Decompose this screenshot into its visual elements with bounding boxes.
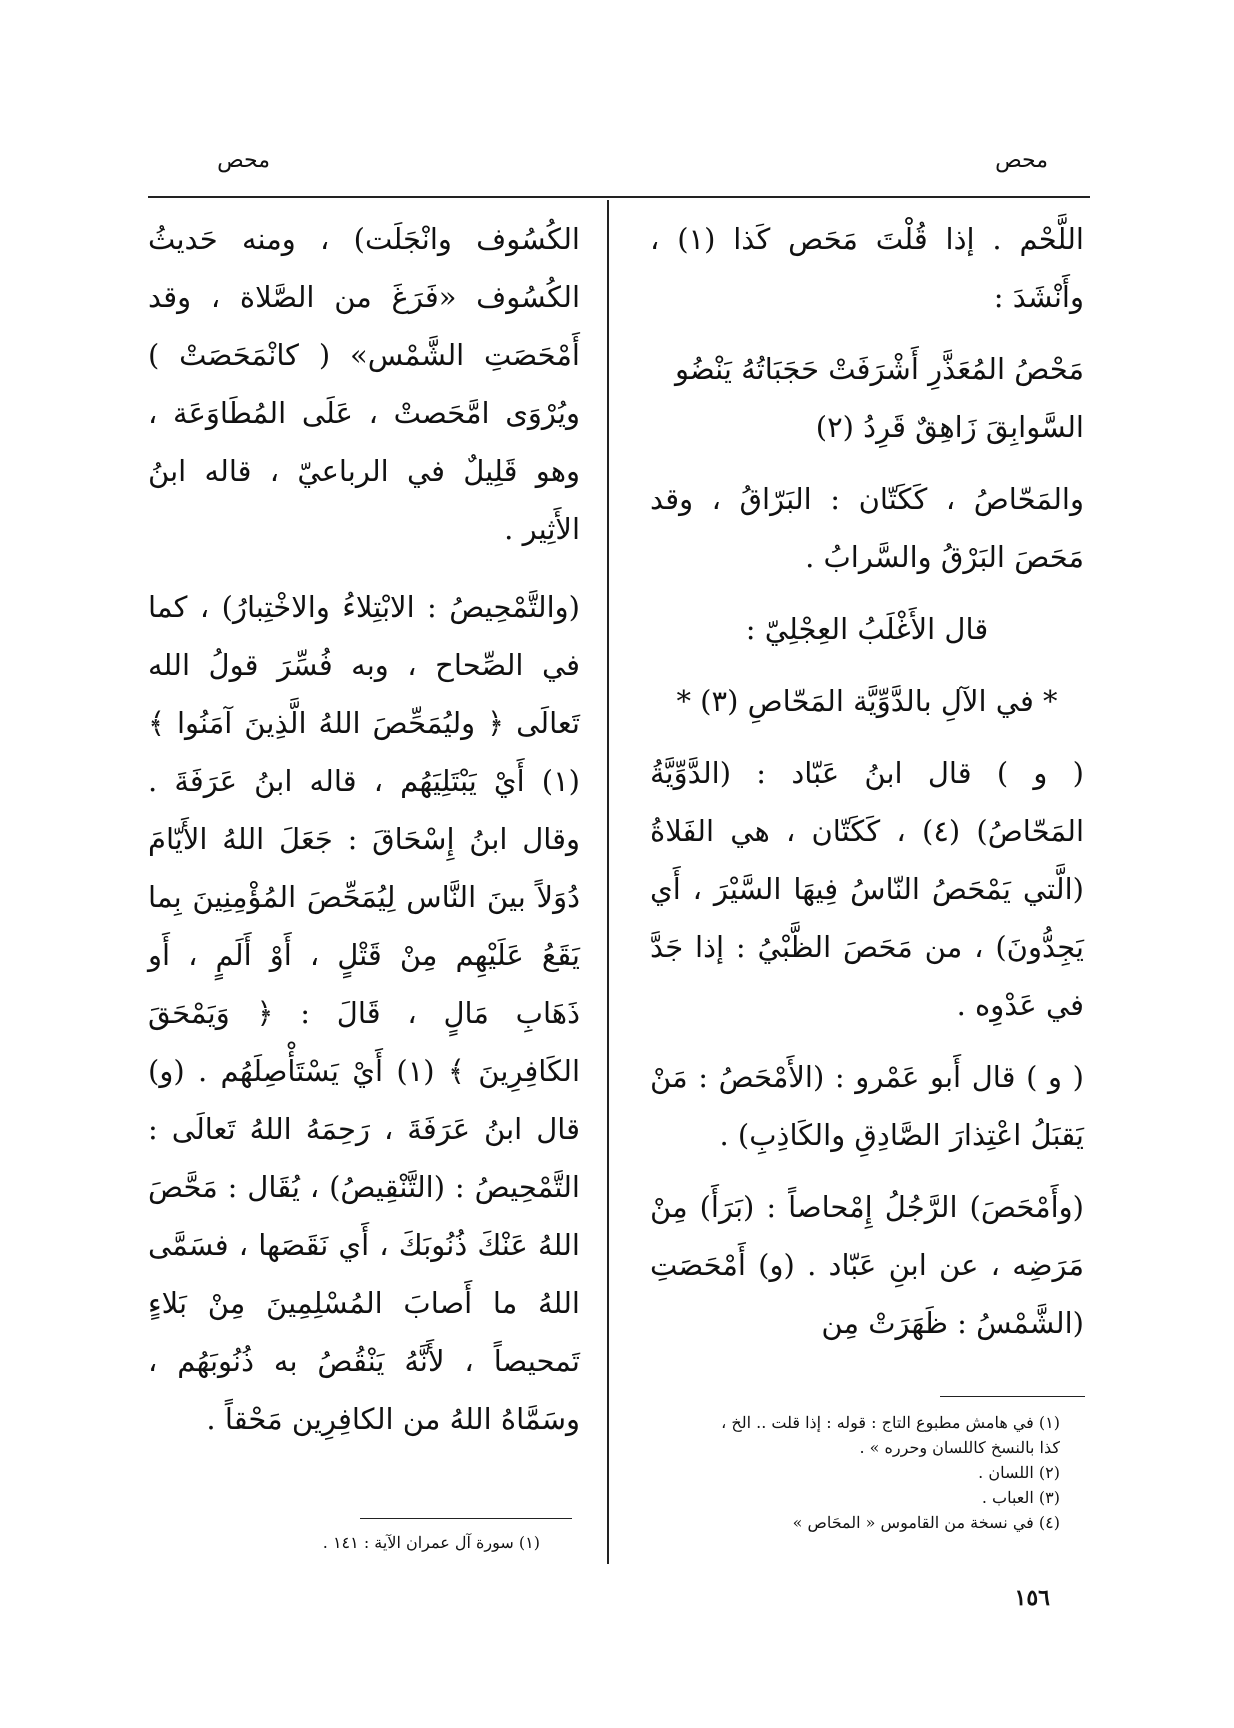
paragraph: (والتَّمْحِيصُ : الابْتِلاءُ والاخْتِبارُ) ، كما في الصِّحاح ، وبه فُسِّرَ قولُ الله تَعالَى ﴿ وليُمَحِّصَ اللهُ الَّذِينَ آمَنُوا ﴾ (١) أَيْ يَبْتَلِيَهُم ، قاله ابنُ عَرَفَةَ . وقال ابنُ إِسْحَاقَ : جَعَلَ اللهُ الأَيّامَ دُوَلاً بينَ النَّاس لِيُمَحِّصَ المُؤْمِنِينَ بِما يَقَعُ عَلَيْهِم مِنْ قَتْلٍ ، أَوْ أَلَمٍ ، أَو ذَهَابِ مَالٍ ، قَالَ : ﴿ وَيَمْحَقَ الكَافِرِينَ ﴾ (١) أَيْ يَسْتَأْصِلَهُم . (و) قال ابنُ عَرَفَةَ ، رَحِمَهُ اللهُ تَعالَى : التَّمْحِيصُ : (التَّنْقِيصُ) ، يُقَال : مَحَّصَ اللهُ عَنْكَ ذُنُوبَكَ ، أَي نَقَصَها ، فسَمَّى اللهُ ما أَصابَ المُسْلِمِينَ مِنْ بَلاءٍ تَمحيصاً ، لأَنَّهُ يَنْقُصُ به ذُنُوبَهُم ، وسَمَّاهُ اللهُ من الكافِرِين مَحْقاً .: [148, 590, 580, 1436]
footnotes-right: [640, 1410, 1060, 1535]
paragraph: (وأَمْحَصَ) الرَّجُلُ إِمْحاصاً : (بَرَأَ) مِنْ مَرَضِه ، عن ابنِ عَبّاد . (و) أَمْحَصَتِ (الشَّمْسُ : ظَهَرَتْ مِن: [650, 1190, 1084, 1340]
footnote-line: (٣) العباب .: [981, 1488, 1060, 1507]
right-column: [650, 210, 1084, 1366]
footnotes-left: [300, 1530, 540, 1555]
column-divider: [607, 200, 609, 1564]
page-number: ١٥٦: [1014, 1585, 1050, 1611]
running-header-right: محص: [995, 148, 1048, 173]
footnote-line: (١) سورة آل عمران الآية : ١٤١ .: [322, 1533, 540, 1552]
header-rule: [148, 196, 1090, 198]
paragraph: والمَحّاصُ ، كَكَتّان : البَرّاقُ ، وقد مَحَصَ البَرْقُ والسَّرابُ .: [650, 482, 1084, 574]
paragraph: ( و ) قال أَبو عَمْرو : (الأَمْحَصُ : مَنْ يَقبَلُ اعْتِذارَ الصَّادِقِ والكَاذِبِ) .: [650, 1060, 1084, 1152]
left-column: [148, 210, 580, 1462]
footnote-line: (١) في هامش مطبوع التاج : قوله : إذا قلت .. الخ ،: [721, 1413, 1060, 1432]
verse-paragraph: مَحْصُ المُعَذَّرِ أَشْرَفَتْ حَجَبَاتُهُ يَنْضُو السَّوابِقَ زَاهِقٌ قَرِدُ (٢): [674, 352, 1084, 444]
running-header-left: محص: [217, 148, 270, 173]
verse-line: * في الآلِ بالدَّوِّيَّة المَحّاصِ (٣) *: [676, 684, 1058, 718]
footnote-rule-right: [940, 1396, 1085, 1397]
footnote-rule-left: [360, 1518, 572, 1519]
footnote-line: كذا بالنسخ كاللسان وحرره » .: [859, 1438, 1060, 1457]
footnote-line: (٤) في نسخة من القاموس « المحَاص »: [792, 1513, 1060, 1532]
paragraph: ( و ) قال ابنُ عَبّاد : (الدَّوِّيَّةُ المَحّاصُ) (٤) ، كَكَتّان ، هي الفَلاةُ (الَّتي يَمْحَصُ النّاسُ فِيهَا السَّيْرَ ، أَي يَجِدُّونَ) ، من مَحَصَ الظَّبْيُ : إذا جَدَّ في عَدْوِه .: [650, 756, 1085, 1022]
paragraph: اللَّحْم . إذا قُلْتَ مَحَص كَذا (١) ، وأَنْشَدَ :: [650, 222, 1084, 314]
footnote-line: (٢) اللسان .: [978, 1463, 1060, 1482]
paragraph: الكُسُوف وانْجَلَت) ، ومنه حَديثُ الكُسُوف «فَرَغَ من الصَّلاة ، وقد أَمْحَصَتِ الشَّمْس» ( كانْمَحَصَتْ ) ويُرْوَى امَّحَصتْ ، عَلَى المُطَاوَعَة ، وهو قَلِيلٌ في الرباعيّ ، قاله ابنُ الأَثِير .: [148, 222, 580, 546]
quote-intro: قال الأَغْلَبُ العِجْلِيّ :: [745, 612, 989, 646]
